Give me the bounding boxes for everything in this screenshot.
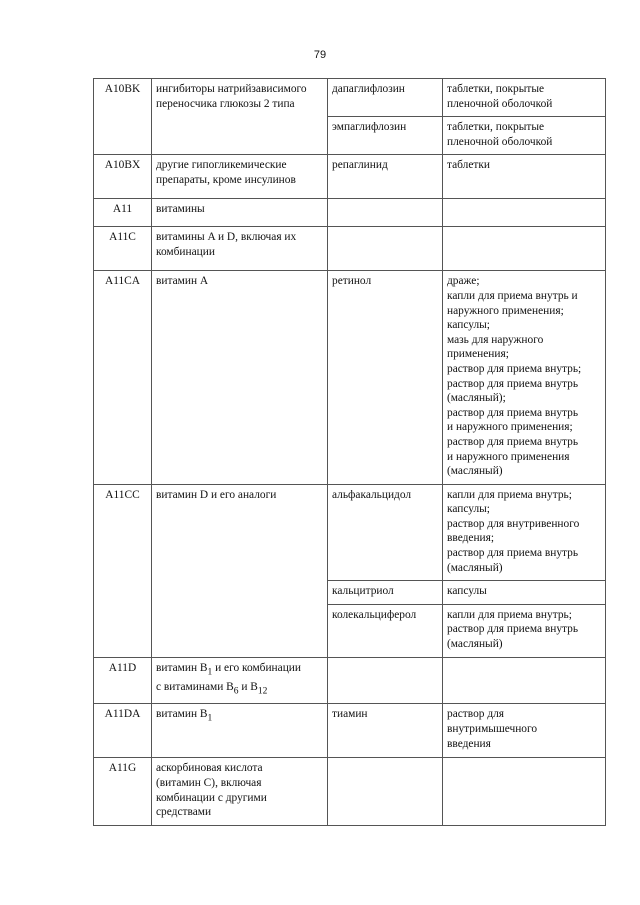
drug-name: эмпаглифлозин (328, 117, 443, 155)
atc-code: A11C (94, 227, 152, 271)
atc-code: A10BX (94, 155, 152, 199)
dosage-forms: капли для приема внутрь; раствор для приема внутрь (масляный) (443, 604, 606, 657)
table-row (94, 271, 606, 484)
dosage-forms: таблетки (443, 155, 606, 199)
table-row (94, 199, 606, 227)
dosage-forms (443, 657, 606, 704)
drug-name: кальцитриол (328, 581, 443, 605)
dosage-forms (443, 199, 606, 227)
dosage-forms (443, 758, 606, 825)
drug-name: ретинол (328, 271, 443, 484)
pharmacological-group: витамин A (152, 271, 328, 484)
table-row (94, 484, 606, 581)
pharmacological-group: витамин $B_1$ (152, 704, 328, 758)
pharmacological-group: ингибиторы натрийзависимого переносчика глюкозы 2 типа (152, 79, 328, 155)
dosage-forms: таблетки, покрытые пленочной оболочкой (443, 79, 606, 117)
drug-name (328, 227, 443, 271)
pharmacological-group: витамины (152, 199, 328, 227)
drug-name: тиамин (328, 704, 443, 758)
drug-name: репаглинид (328, 155, 443, 199)
pharmacological-group: витамин $B_1$ и его комбинации с витаминами $B_6$ и $B_{12}$ (152, 657, 328, 704)
atc-code: A11G (94, 758, 152, 825)
pharmacological-group: другие гипогликемические препараты, кроме инсулинов (152, 155, 328, 199)
drug-name (328, 758, 443, 825)
dosage-forms: капсулы (443, 581, 606, 605)
dosage-forms: раствор для внутримышечного введения (443, 704, 606, 758)
atc-code: A11DA (94, 704, 152, 758)
drug-name (328, 657, 443, 704)
dosage-forms: таблетки, покрытые пленочной оболочкой (443, 117, 606, 155)
dosage-forms (443, 227, 606, 271)
drug-name (328, 199, 443, 227)
table-row (94, 79, 606, 117)
pharmacological-group: витамин D и его аналоги (152, 484, 328, 657)
atc-code: A11D (94, 657, 152, 704)
table-row (94, 155, 606, 199)
drug-name: колекальциферол (328, 604, 443, 657)
atc-code: A10BK (94, 79, 152, 155)
atc-code: A11 (94, 199, 152, 227)
pharmacological-group: витамины A и D, включая их комбинации (152, 227, 328, 271)
table-row (94, 758, 606, 825)
drug-name: дапаглифлозин (328, 79, 443, 117)
table-row (94, 227, 606, 271)
dosage-forms: капли для приема внутрь; капсулы; раствор для внутривенного введения; раствор для приема внутрь (масляный) (443, 484, 606, 581)
table-row (94, 657, 606, 704)
drug-name: альфакальцидол (328, 484, 443, 581)
table-row (94, 704, 606, 758)
dosage-forms: драже; капли для приема внутрь и наружного применения; капсулы; мазь для наружного применения; раствор для приема внутрь; раствор для приема внутрь (масляный); раствор для приема внутрь и наружного применения; раствор для приема внутрь и наружного применения (масляный) (443, 271, 606, 484)
drug-table (93, 78, 606, 826)
atc-code: A11CC (94, 484, 152, 657)
page-number: 79 (313, 49, 327, 61)
pharmacological-group: аскорбиновая кислота (витамин C), включая комбинации с другими средствами (152, 758, 328, 825)
atc-code: A11CA (94, 271, 152, 484)
